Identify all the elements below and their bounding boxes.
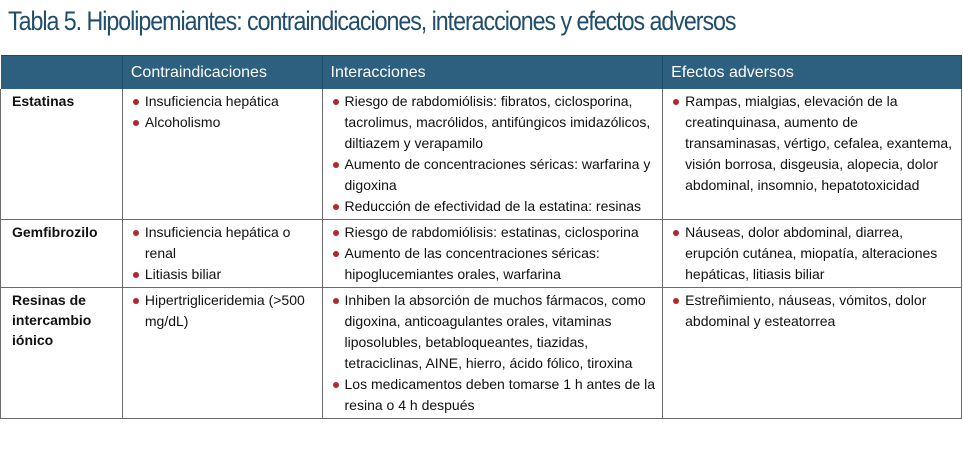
- item-text: Reducción de efectividad de la estatina: resinas: [344, 198, 642, 214]
- header-efectos-adversos: Efectos adversos: [663, 56, 962, 90]
- item-text: Aumento de las concentraciones séricas: hipoglucemiantes orales, warfarina: [344, 245, 600, 282]
- list-item: [131, 264, 316, 285]
- contraindications-cell: [122, 220, 322, 288]
- list-item: [671, 290, 955, 332]
- drug-name: Gemfibrozilo: [1, 220, 123, 288]
- adverse-effects-cell: [663, 89, 962, 220]
- list-item: [131, 112, 316, 133]
- table-row: [1, 288, 962, 419]
- bullet-icon: [333, 298, 339, 304]
- list-item: [331, 196, 657, 217]
- table-row: [1, 220, 962, 288]
- bullet-icon: [673, 99, 679, 105]
- bullet-icon: [133, 272, 139, 278]
- contraindications-cell: [122, 89, 322, 220]
- list-item: [331, 154, 657, 196]
- drug-table: [0, 55, 962, 419]
- header-row: [1, 56, 962, 90]
- item-text: Náuseas, dolor abdominal, diarrea, erupción cutánea, miopatía, alteraciones hepáticas, litiasis biliar: [685, 224, 938, 282]
- list-item: [331, 91, 657, 154]
- bullet-icon: [133, 230, 139, 236]
- adverse-effects-cell: [663, 220, 962, 288]
- bullet-icon: [333, 251, 339, 257]
- list-item: [131, 290, 316, 332]
- item-text: Insuficiencia hepática o renal: [144, 224, 291, 261]
- list-item: [671, 222, 955, 285]
- item-text: Aumento de concentraciones séricas: warfarina y digoxina: [344, 156, 651, 193]
- item-text: Insuficiencia hepática: [144, 93, 279, 109]
- item-text: Litiasis biliar: [144, 266, 222, 282]
- adverse-effects-cell: [663, 288, 962, 419]
- item-text: Hipertrigliceridemia (>500 mg/dL): [144, 292, 305, 329]
- header-interacciones: Interacciones: [322, 56, 663, 90]
- bullet-icon: [333, 204, 339, 210]
- list-item: [331, 243, 657, 285]
- header-contraindicaciones: Contraindicaciones: [122, 56, 322, 90]
- drug-name: Resinas de intercambio iónico: [1, 288, 123, 419]
- list-item: [331, 374, 657, 416]
- table-row: [1, 89, 962, 220]
- interactions-cell: [322, 288, 663, 419]
- contraindications-cell: [122, 288, 322, 419]
- bullet-icon: [333, 162, 339, 168]
- bullet-icon: [133, 120, 139, 126]
- list-item: [331, 290, 657, 374]
- item-text: Los medicamentos deben tomarse 1 h antes de la resina o 4 h después: [344, 376, 656, 413]
- bullet-icon: [333, 99, 339, 105]
- header-corner: [1, 56, 123, 90]
- item-text: Inhiben la absorción de muchos fármacos, como digoxina, anticoagulantes orales, vitaminas liposolubles, betabloqueantes, tiazidas, tetraciclinas, AINE, hierro, ácido fólico, tiroxina: [344, 292, 646, 371]
- interactions-cell: [322, 89, 663, 220]
- item-text: Alcoholismo: [144, 114, 221, 130]
- list-item: [671, 91, 955, 196]
- bullet-icon: [133, 298, 139, 304]
- item-text: Estreñimiento, náuseas, vómitos, dolor abdominal y esteatorrea: [685, 292, 927, 329]
- bullet-icon: [333, 382, 339, 388]
- bullet-icon: [333, 230, 339, 236]
- list-item: [131, 222, 316, 264]
- bullet-icon: [673, 230, 679, 236]
- list-item: [331, 222, 657, 243]
- interactions-cell: [322, 220, 663, 288]
- bullet-icon: [133, 99, 139, 105]
- item-text: Riesgo de rabdomiólisis: fibratos, ciclosporina, tacrolimus, macrólidos, antifúngicos imidazólicos, diltiazem y verapamilo: [344, 93, 651, 151]
- list-item: [131, 91, 316, 112]
- bullet-icon: [673, 298, 679, 304]
- table-title: Tabla 5. Hipolipemiantes: contraindicaciones, interacciones y efectos adversos: [8, 6, 736, 36]
- item-text: Riesgo de rabdomiólisis: estatinas, ciclosporina: [344, 224, 639, 240]
- item-text: Rampas, mialgias, elevación de la creatinquinasa, aumento de transaminasas, vértigo, cefalea, exantema, visión borrosa, disgeusia, alopecia, dolor abdominal, insomnio, hepatotoxicidad: [685, 93, 953, 193]
- drug-name: Estatinas: [1, 89, 123, 220]
